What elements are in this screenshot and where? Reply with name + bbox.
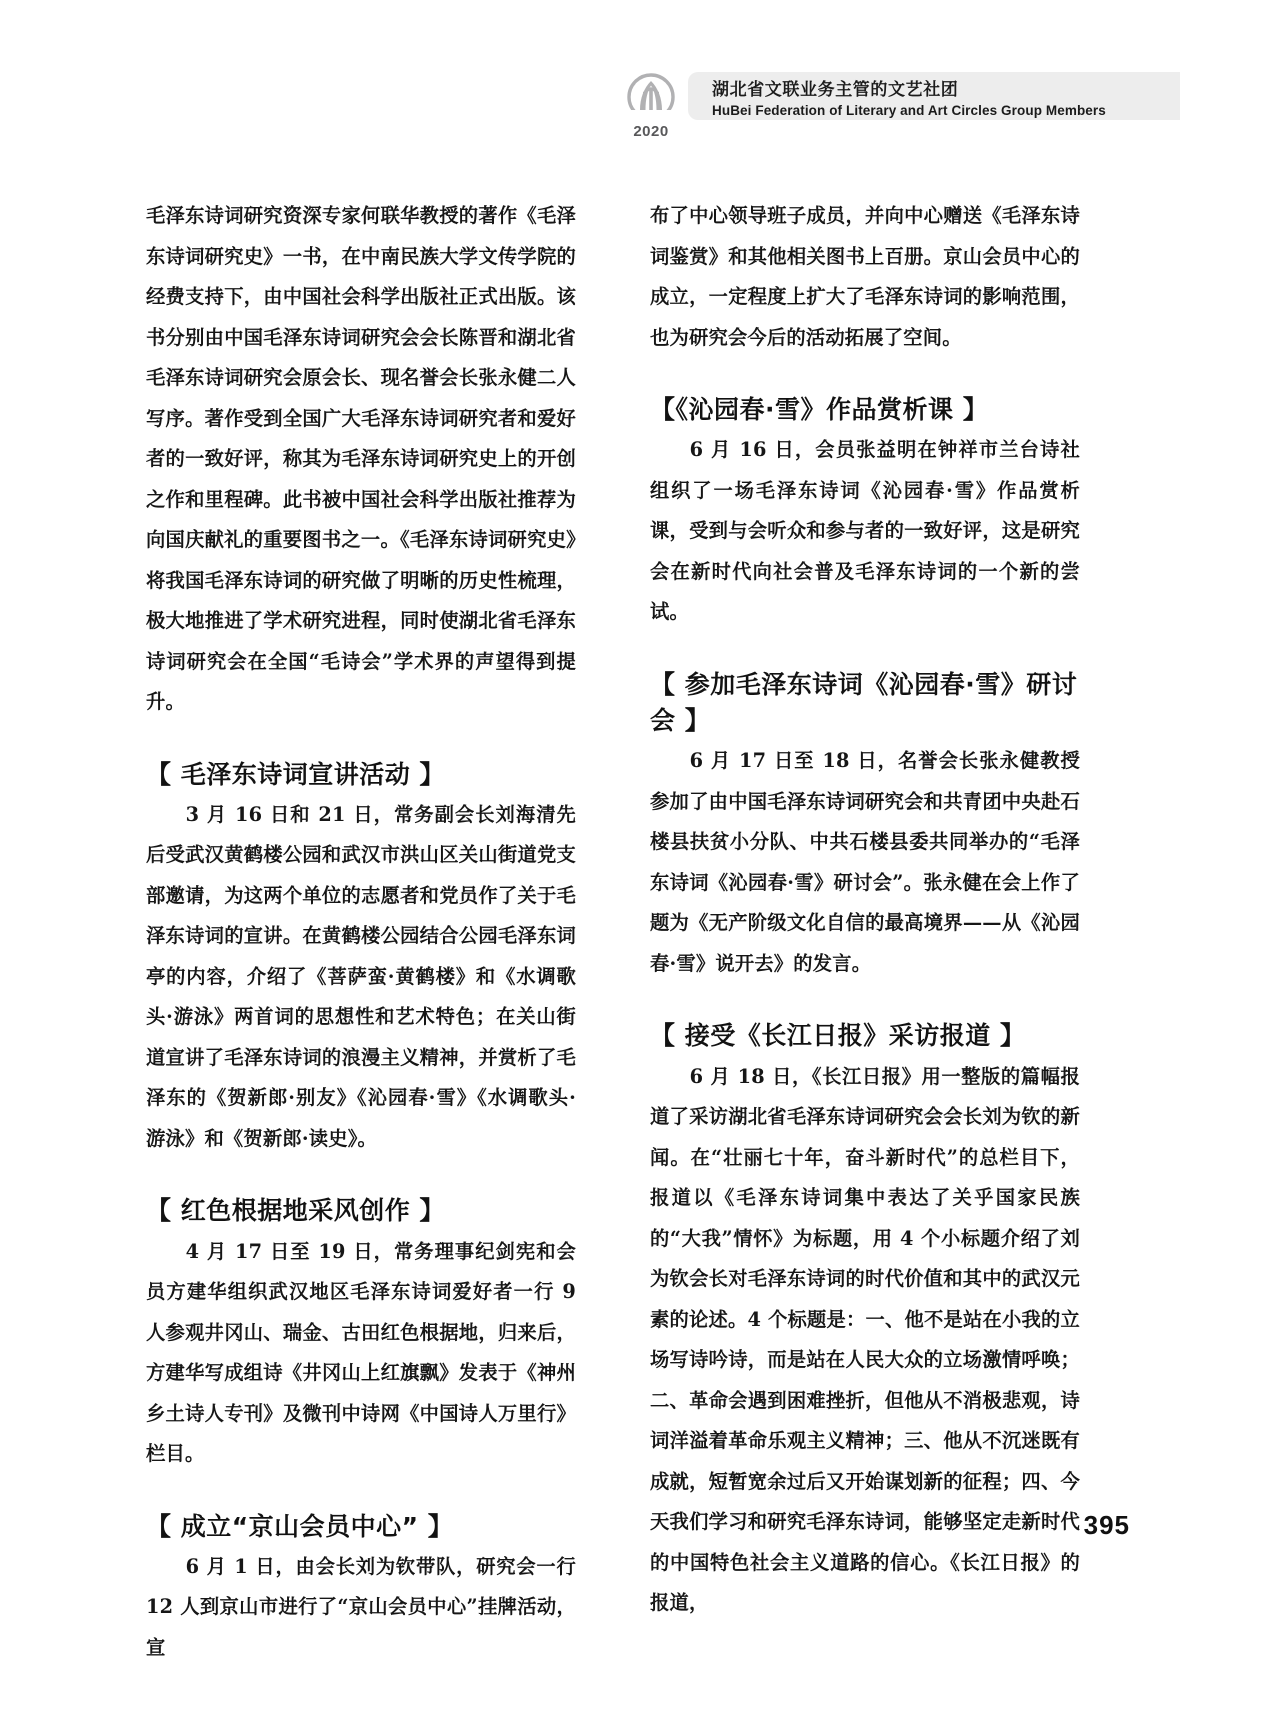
body-paragraph: 6 月 1 日，由会长刘为钦带队，研究会一行 12 人到京山市进行了“京山会员中心”挂牌活动，宣 xyxy=(146,1554,576,1659)
article-columns xyxy=(146,196,1081,1668)
page-number: 395 xyxy=(1083,1510,1130,1540)
section-heading: 【 成立“京山会员中心” 】 xyxy=(146,1511,454,1541)
body-paragraph: 4 月 17 日至 19 日，常务理事纪剑宪和会员方建华组织武汉地区毛泽东诗词爱好者一行 9 人参观井冈山、瑞金、古田红色根据地，归来后，方建华写成组诗《井冈山上红旗飘》发表于《神州乡土诗人专刊》及微刊中诗网《中国诗人万里行》栏目。 xyxy=(146,1239,576,1465)
section-heading: 【 参加毛泽东诗词《沁园春·雪》研讨会 】 xyxy=(650,669,1078,735)
right-column xyxy=(650,196,1080,1668)
header-title-en: HuBei Federation of Literary and Art Circles Group Members xyxy=(712,103,1106,119)
section-heading: 【 红色根据地采风创作 】 xyxy=(146,1196,445,1226)
body-paragraph: 布了中心领导班子成员，并向中心赠送《毛泽东诗词鉴赏》和其他相关图书上百册。京山会员中心的成立，一定程度上扩大了毛泽东诗词的影响范围，也为研究会今后的活动拓展了空间。 xyxy=(650,204,1080,349)
page-header xyxy=(620,72,1180,142)
body-paragraph: 6 月 17 日至 18 日，名誉会长张永健教授参加了由中国毛泽东诗词研究会和共青团中央赴石楼县扶贫小分队、中共石楼县委共同举办的“毛泽东诗词《沁园春·雪》研讨会”。张永健在会上作了题为《无产阶级文化自信的最高境界——从《沁园春·雪》说开去》的发言。 xyxy=(650,749,1080,975)
section-heading: 【 接受《长江日报》采访报道 】 xyxy=(650,1021,1026,1051)
body-paragraph: 毛泽东诗词研究资深专家何联华教授的著作《毛泽东诗词研究史》一书，在中南民族大学文传学院的经费支持下，由中国社会科学出版社正式出版。该书分别由中国毛泽东诗词研究会会长陈晋和湖北省毛泽东诗词研究会原会长、现名誉会长张永健二人写序。著作受到全国广大毛泽东诗词研究者和爱好者的一致好评，称其为毛泽东诗词研究史上的开创之作和里程碑。此书被中国社会科学出版社推荐为向国庆献礼的重要图书之一。《毛泽东诗词研究史》将我国毛泽东诗词的研究做了明晰的历史性梳理，极大地推进了学术研究进程，同时使湖北省毛泽东诗词研究会在全国“毛诗会”学术界的声望得到提升。 xyxy=(146,204,576,713)
body-paragraph: 3 月 16 日和 21 日，常务副会长刘海清先后受武汉黄鹤楼公园和武汉市洪山区关山街道党支部邀请，为这两个单位的志愿者和党员作了关于毛泽东诗词的宣讲。在黄鹤楼公园结合公园毛泽东词亭的内容，介绍了《菩萨蛮·黄鹤楼》和《水调歌头·游泳》两首词的思想性和艺术特色；在关山街道宣讲了毛泽东诗词的浪漫主义精神，并赏析了毛泽东的《贺新郎·别友》《沁园春·雪》《水调歌头·游泳》和《贺新郎·读史》。 xyxy=(146,802,576,1150)
body-paragraph: 6 月 18 日，《长江日报》用一整版的篇幅报道了采访湖北省毛泽东诗词研究会会长刘为钦的新闻。在“壮丽七十年，奋斗新时代”的总栏目下，报道以《毛泽东诗词集中表达了关乎国家民族的“大我”情怀》为标题，用 4 个小标题介绍了刘为钦会长对毛泽东诗词的时代价值和其中的武汉元素的论述。4 个标题是：一、他不是站在小我的立场写诗吟诗，而是站在人民大众的立场激情呼唤；二、革命会遇到困难挫折，但他从不消极悲观，诗词洋溢着革命乐观主义精神；三、他从不沉迷既有成就，短暂宽余过后又开始谋划新的征程；四、今天我们学习和研究毛泽东诗词，能够坚定走新时代的中国特色社会主义道路的信心。《长江日报》的报道， xyxy=(650,1064,1080,1614)
hubei-federation-emblem-icon xyxy=(626,72,676,122)
header-logo-year: 2020 xyxy=(633,123,669,140)
header-logo xyxy=(620,72,682,142)
body-paragraph: 6 月 16 日，会员张益明在钟祥市兰台诗社组织了一场毛泽东诗词《沁园春·雪》作品赏析课，受到与会听众和参与者的一致好评，这是研究会在新时代向社会普及毛泽东诗词的一个新的尝试。 xyxy=(650,438,1080,624)
section-heading: 【 毛泽东诗词宣讲活动 】 xyxy=(146,759,445,789)
section-heading: 【《沁园春·雪》作品赏析课 】 xyxy=(650,395,989,424)
header-banner xyxy=(688,72,1180,120)
left-column xyxy=(146,196,576,1668)
header-title-cn: 湖北省文联业务主管的文艺社团 xyxy=(712,80,959,99)
